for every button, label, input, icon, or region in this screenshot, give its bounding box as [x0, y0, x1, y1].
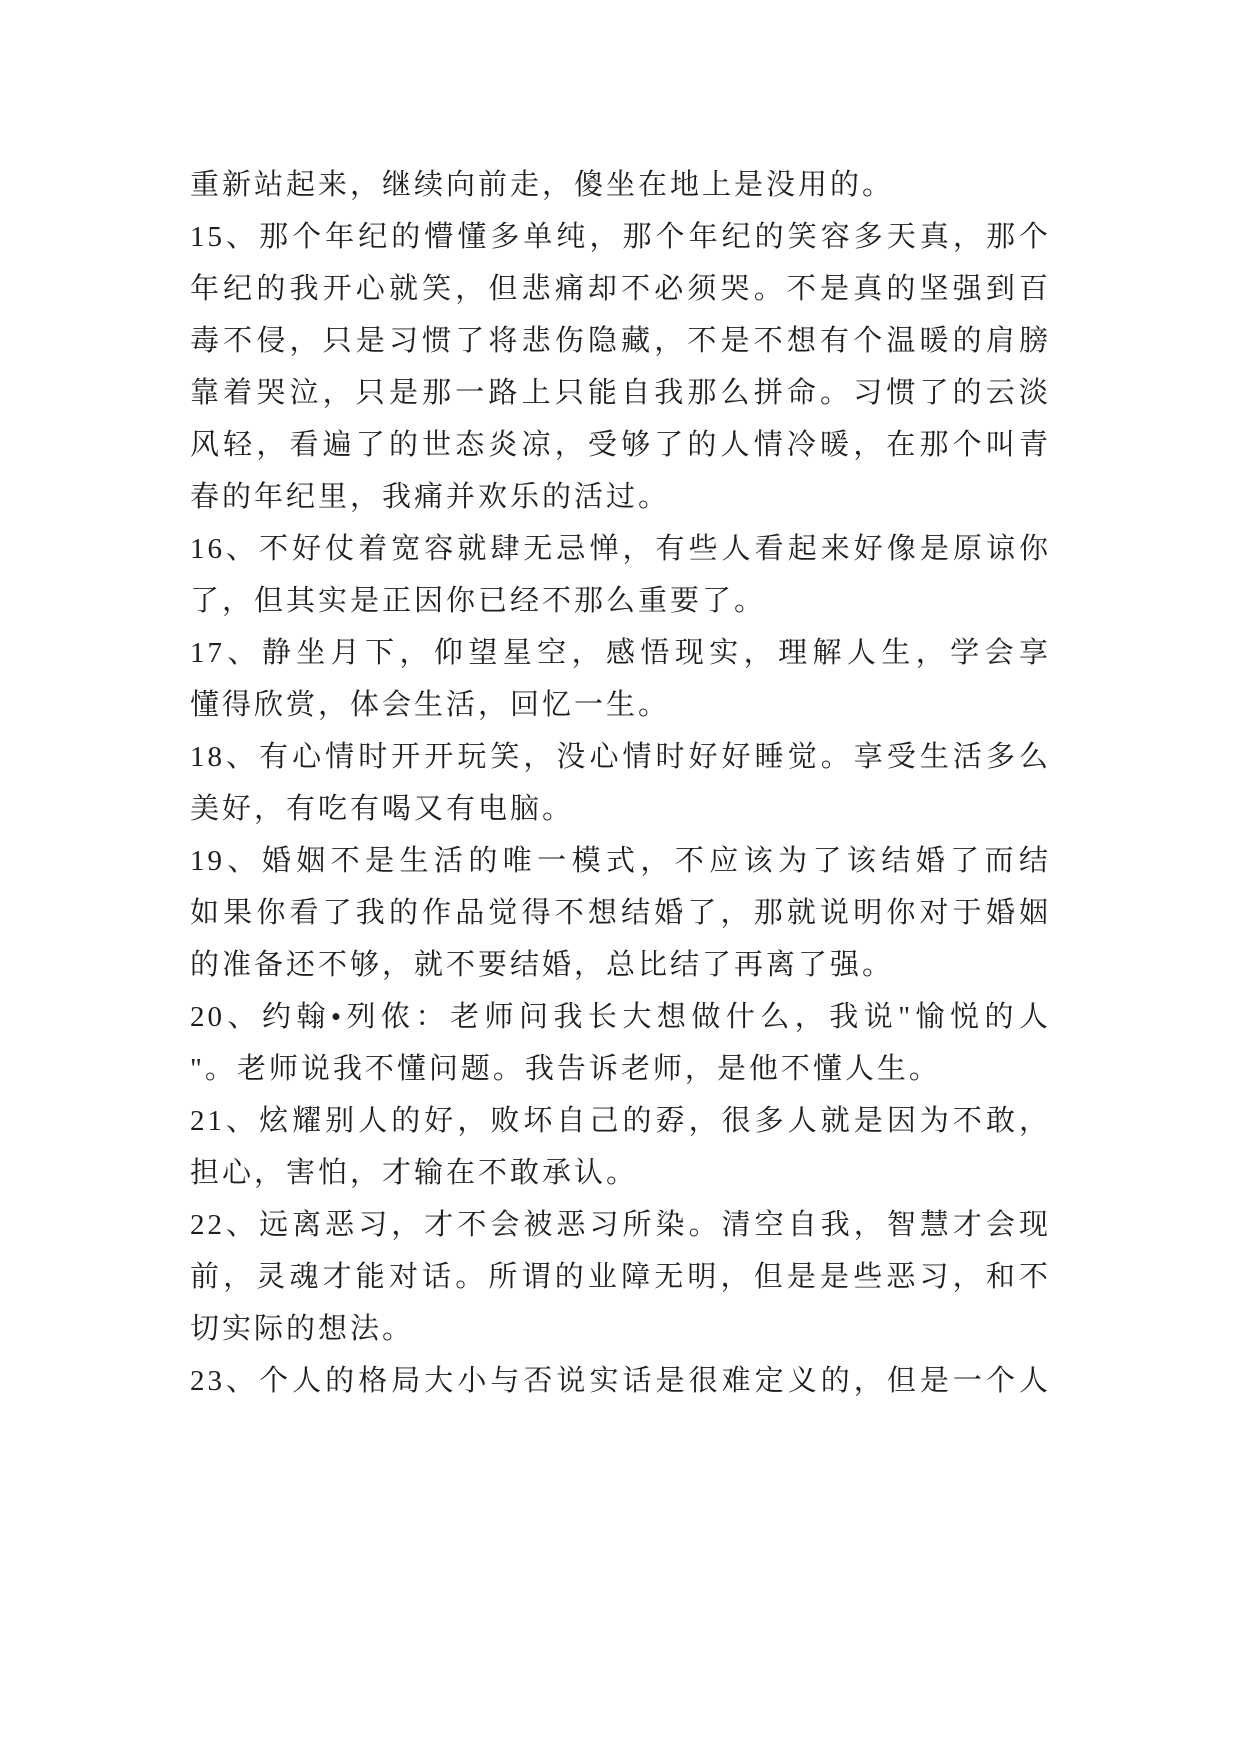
text-line: 美好，有吃有喝又有电脑。: [190, 793, 575, 825]
text-line: 前，灵魂才能对话。所谓的业障无明，但是是些恶习，和不: [190, 1261, 1051, 1293]
text-line: 春的年纪里，我痛并欢乐的活过。: [190, 481, 671, 513]
text-line: 如果你看了我的作品觉得不想结婚了，那就说明你对于婚姻: [190, 897, 1051, 929]
paragraph: [190, 991, 1051, 1095]
text-line: 懂得欣赏，体会生活，回忆一生。: [190, 689, 671, 721]
text-line: 靠着哭泣，只是那一路上只能自我那么拼命。习惯了的云淡: [190, 377, 1051, 409]
text-line: 15、那个年纪的懵懂多单纯，那个年纪的笑容多天真，那个: [190, 221, 1051, 253]
paragraph: [190, 1095, 1051, 1199]
text-line: 22、远离恶习，才不会被恶习所染。清空自我，智慧才会现: [190, 1209, 1051, 1241]
paragraph: [190, 159, 1051, 211]
paragraph: [190, 731, 1051, 835]
paragraph: [190, 1355, 1051, 1407]
paragraph: [190, 523, 1051, 627]
text-line: 18、有心情时开开玩笑，没心情时好好睡觉。享受生活多么: [190, 741, 1051, 773]
text-line: 担心，害怕，才输在不敢承认。: [190, 1157, 639, 1189]
text-line: 年纪的我开心就笑，但悲痛却不必须哭。不是真的坚强到百: [190, 273, 1051, 305]
text-line: 切实际的想法。: [190, 1313, 415, 1345]
text-line: 19、婚姻不是生活的唯一模式，不应该为了该结婚了而结: [190, 845, 1051, 877]
text-line: 毒不侵，只是习惯了将悲伤隐藏，不是不想有个温暖的肩膀: [190, 325, 1051, 357]
document-body: [190, 159, 1051, 1407]
paragraph: [190, 627, 1051, 731]
paragraph: [190, 835, 1051, 991]
text-line: 了，但其实是正因你已经不那么重要了。: [190, 585, 767, 617]
text-line: 风轻，看遍了的世态炎凉，受够了的人情冷暖，在那个叫青: [190, 429, 1051, 461]
text-line: 16、不好仗着宽容就肆无忌惮，有些人看起来好像是原谅你: [190, 533, 1051, 565]
paragraph: [190, 211, 1051, 523]
text-line: 23、个人的格局大小与否说实话是很难定义的，但是一个人: [190, 1365, 1051, 1397]
text-line: "。老师说我不懂问题。我告诉老师，是他不懂人生。: [190, 1053, 941, 1085]
text-line: 重新站起来，继续向前走，傻坐在地上是没用的。: [190, 169, 895, 201]
text-line: 20、约翰•列侬：老师问我长大想做什么，我说"愉悦的人: [190, 1001, 1051, 1033]
text-line: 21、炫耀别人的好，败坏自己的孬，很多人就是因为不敢，: [190, 1105, 1051, 1137]
text-line: 的准备还不够，就不要结婚，总比结了再离了强。: [190, 949, 895, 981]
text-line: 17、静坐月下，仰望星空，感悟现实，理解人生，学会享: [190, 637, 1051, 669]
paragraph: [190, 1199, 1051, 1355]
